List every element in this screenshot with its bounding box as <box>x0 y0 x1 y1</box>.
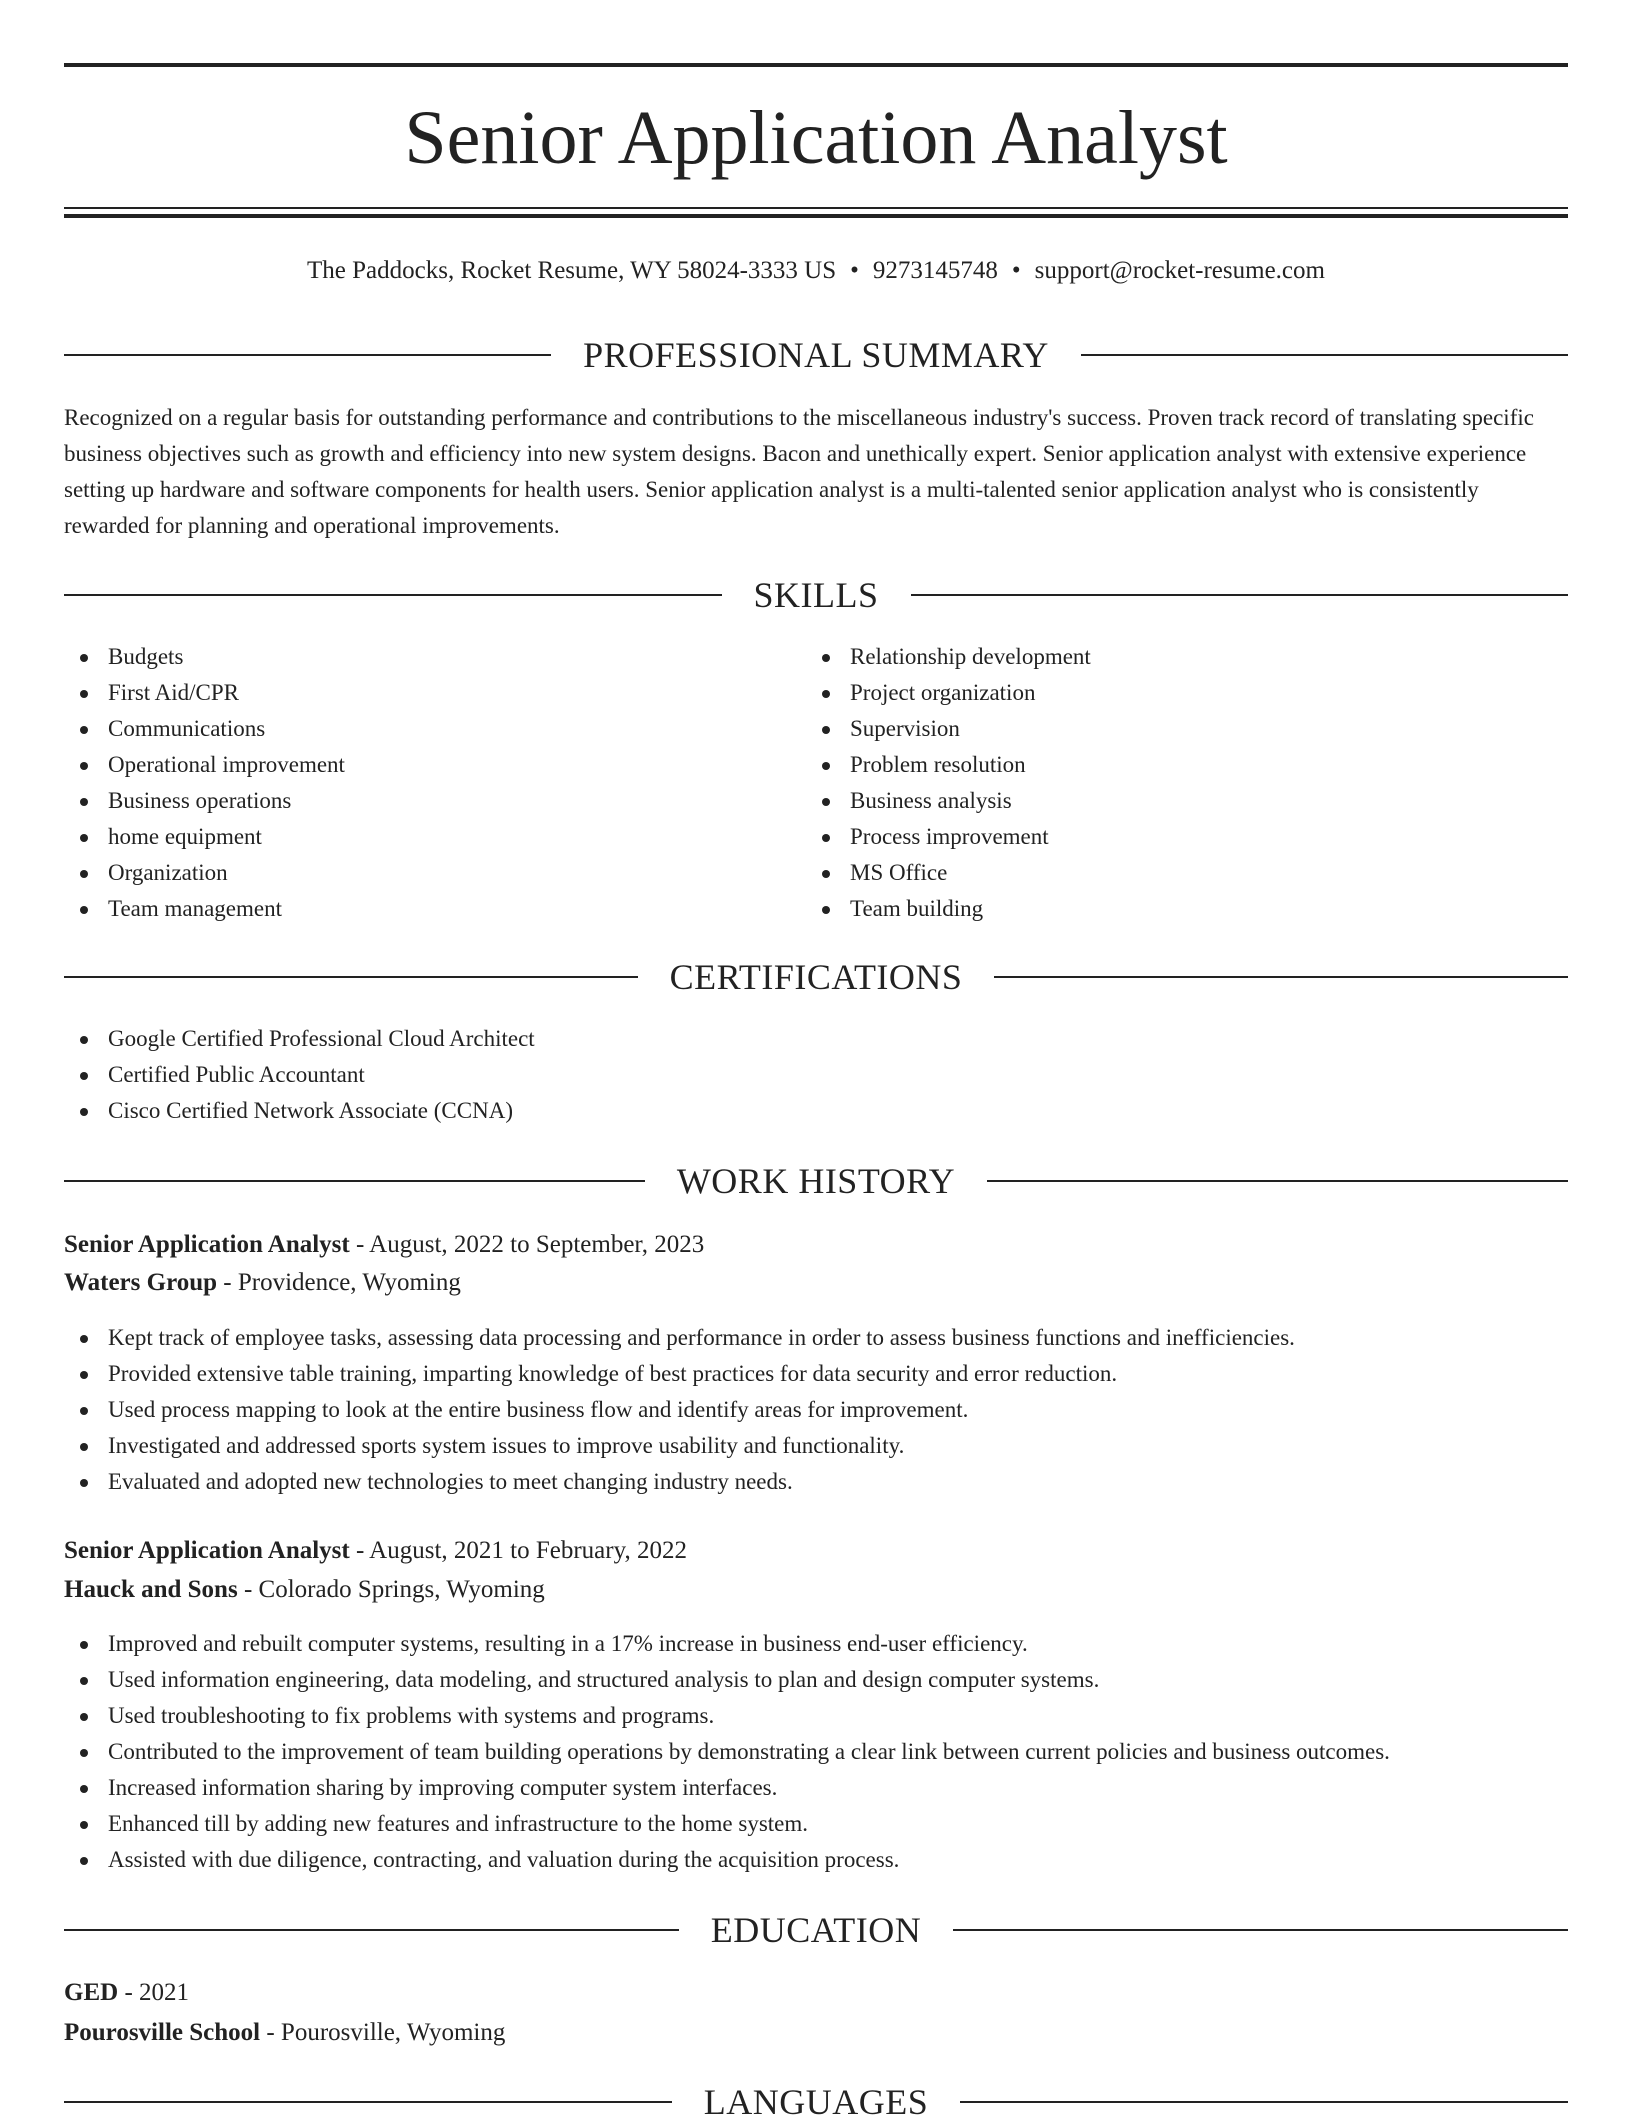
skills-list-right <box>806 639 1091 927</box>
section-title: PROFESSIONAL SUMMARY <box>583 335 1049 375</box>
skill-item: Budgets <box>64 639 345 675</box>
job-company-line <box>64 1265 1568 1301</box>
divider <box>994 976 1568 978</box>
skill-item: Communications <box>64 711 345 747</box>
job-bullets <box>64 1320 1295 1500</box>
job-title-line <box>64 1533 1568 1569</box>
job-bullet: Investigated and addressed sports system issues to improve usability and functionality. <box>64 1428 1295 1464</box>
skill-item: Project organization <box>806 675 1091 711</box>
job-title-line <box>64 1227 1568 1263</box>
candidate-name: Senior Application Analyst <box>404 96 1228 180</box>
job-bullet: Contributed to the improvement of team building operations by demonstrating a clear link between current policies and business outcomes. <box>64 1734 1390 1770</box>
contact-email[interactable]: support@rocket-resume.com <box>1034 257 1325 284</box>
certification-item: Certified Public Accountant <box>64 1057 535 1093</box>
divider <box>64 354 551 356</box>
contact-phone: 9273145748 <box>872 257 998 284</box>
education-location: - Pourosville, Wyoming <box>260 2019 506 2046</box>
header-top-rule <box>64 63 1568 67</box>
skill-item: MS Office <box>806 855 1091 891</box>
skill-item: Team building <box>806 891 1091 927</box>
summary-text: Recognized on a regular basis for outstanding performance and contributions to the miscellaneous industry's success. Proven track record of translating specific business objectives such as growth and efficiency into new system designs. Bacon and unethically expert. Senior application analyst with extensive experience setting up hardware and software components for health users. Senior application analyst is a multi-talented senior application analyst who is consistently rewarded for planning and operational improvements. <box>64 405 1534 538</box>
skill-item: Process improvement <box>806 819 1091 855</box>
certifications-list <box>64 1021 535 1129</box>
divider <box>64 976 638 978</box>
skill-item: Problem resolution <box>806 747 1091 783</box>
contact-separator: • <box>850 257 859 284</box>
divider <box>960 2101 1568 2103</box>
section-heading-work-history <box>64 1159 1568 1203</box>
divider <box>64 2101 672 2103</box>
job-title: Senior Application Analyst <box>64 1231 350 1258</box>
job-bullet: Increased information sharing by improving computer system interfaces. <box>64 1770 1390 1806</box>
skill-item: home equipment <box>64 819 345 855</box>
contact-line <box>64 255 1568 287</box>
education-degree: GED <box>64 1979 119 2006</box>
certification-item: Google Certified Professional Cloud Architect <box>64 1021 535 1057</box>
skill-item: Organization <box>64 855 345 891</box>
skill-item: Team management <box>64 891 345 927</box>
section-heading-skills <box>64 573 1568 617</box>
divider <box>64 594 722 596</box>
header-rule-upper <box>64 207 1568 209</box>
section-heading-education <box>64 1908 1568 1952</box>
job-bullet: Kept track of employee tasks, assessing data processing and performance in order to assess business functions and inefficiencies. <box>64 1320 1295 1356</box>
education-school-line <box>64 2015 1568 2051</box>
job-bullet: Improved and rebuilt computer systems, resulting in a 17% increase in business end-user efficiency. <box>64 1626 1390 1662</box>
job-dates: - August, 2022 to September, 2023 <box>349 1231 705 1258</box>
education-year: - 2021 <box>118 1979 190 2006</box>
education-school: Pourosville School <box>64 2019 261 2046</box>
contact-address: The Paddocks, Rocket Resume, WY 58024-3333 US <box>307 257 837 284</box>
job-company-line <box>64 1572 1568 1608</box>
section-heading-certifications <box>64 955 1568 999</box>
divider <box>987 1180 1568 1182</box>
skill-item: Business operations <box>64 783 345 819</box>
divider <box>911 594 1569 596</box>
job-bullet: Used process mapping to look at the entire business flow and identify areas for improvement. <box>64 1392 1295 1428</box>
divider <box>1081 354 1568 356</box>
job-bullet: Used information engineering, data modeling, and structured analysis to plan and design computer systems. <box>64 1662 1390 1698</box>
job-dates: - August, 2021 to February, 2022 <box>349 1537 687 1564</box>
job-bullet: Assisted with due diligence, contracting, and valuation during the acquisition process. <box>64 1842 1390 1878</box>
job-location: - Providence, Wyoming <box>217 1269 461 1296</box>
section-title: CERTIFICATIONS <box>669 957 963 997</box>
section-heading-languages <box>64 2080 1568 2124</box>
section-title: WORK HISTORY <box>676 1161 956 1201</box>
divider <box>953 1929 1568 1931</box>
skills-list-left <box>64 639 345 927</box>
section-title: SKILLS <box>753 575 879 615</box>
job-bullet: Evaluated and adopted new technologies to meet changing industry needs. <box>64 1464 1295 1500</box>
section-title: LANGUAGES <box>703 2082 929 2122</box>
job-bullet: Used troubleshooting to fix problems with systems and programs. <box>64 1698 1390 1734</box>
skill-item: Relationship development <box>806 639 1091 675</box>
skill-item: Supervision <box>806 711 1091 747</box>
job-bullet: Enhanced till by adding new features and infrastructure to the home system. <box>64 1806 1390 1842</box>
divider <box>64 1929 679 1931</box>
skill-item: Operational improvement <box>64 747 345 783</box>
divider <box>64 1180 645 1182</box>
job-company: Waters Group <box>64 1269 218 1296</box>
skill-item: First Aid/CPR <box>64 675 345 711</box>
certification-item: Cisco Certified Network Associate (CCNA) <box>64 1093 535 1129</box>
job-company: Hauck and Sons <box>64 1576 238 1603</box>
job-location: - Colorado Springs, Wyoming <box>237 1576 545 1603</box>
job-bullets <box>64 1626 1390 1878</box>
education-degree-line <box>64 1975 1568 2011</box>
section-heading-summary <box>64 333 1568 377</box>
section-title: EDUCATION <box>710 1910 922 1950</box>
job-bullet: Provided extensive table training, imparting knowledge of best practices for data security and error reduction. <box>64 1356 1295 1392</box>
header-rule-lower <box>64 214 1568 218</box>
skill-item: Business analysis <box>806 783 1091 819</box>
contact-separator: • <box>1011 257 1021 284</box>
job-title: Senior Application Analyst <box>64 1537 350 1564</box>
